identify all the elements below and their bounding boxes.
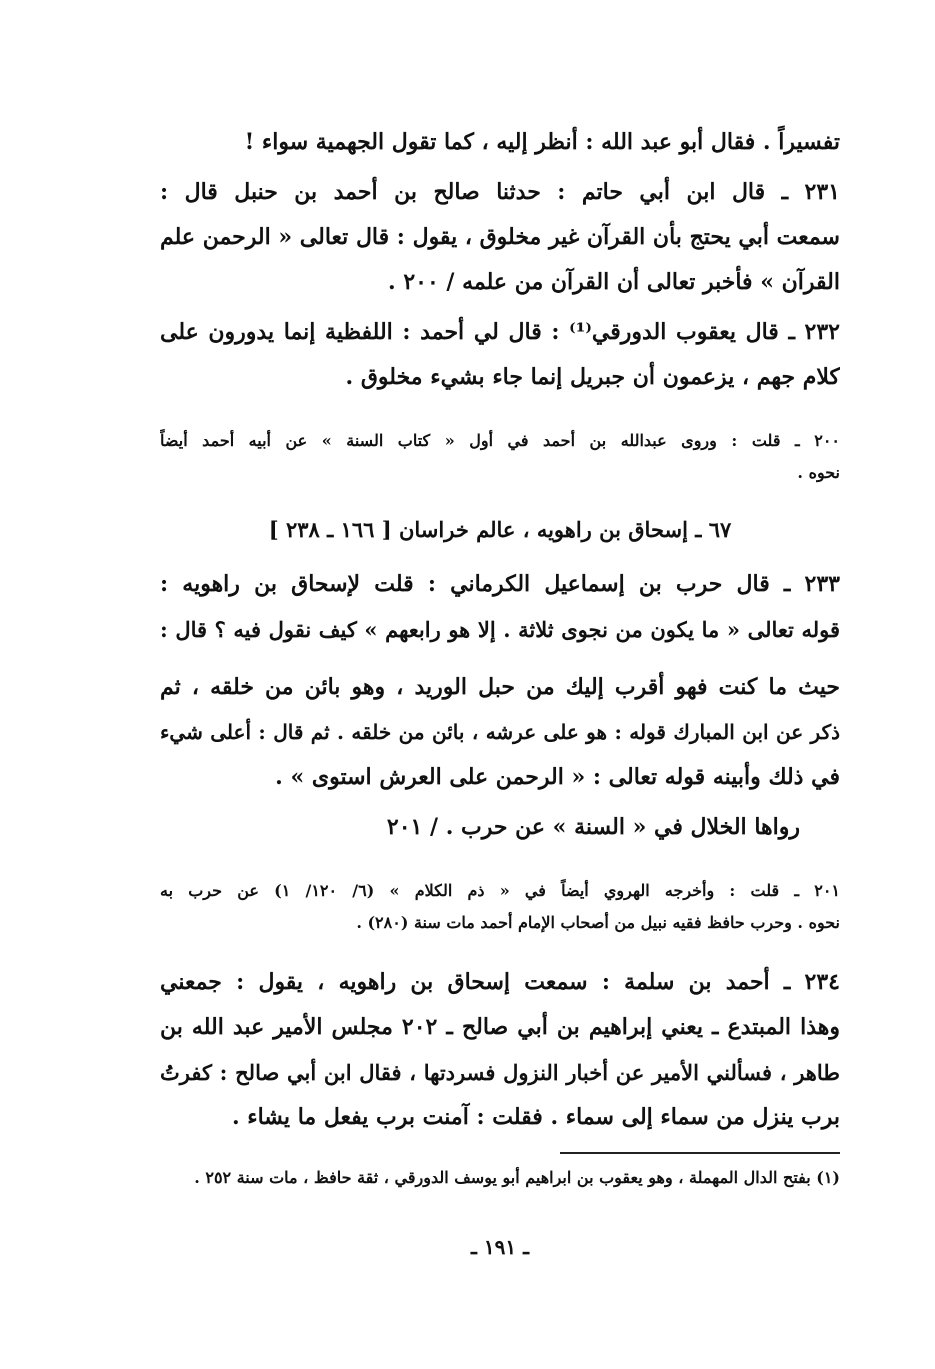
book-page (160, 100, 840, 1350)
paragraph-233-continuation (160, 665, 840, 800)
paragraph-continuation (160, 120, 840, 165)
text-line: وهذا المبتدع ـ يعني إبراهيم بن أبي صالح ـ ٢٠٢ مجلس الأمير عبد الله بن (160, 1014, 840, 1040)
paragraph-231 (160, 170, 840, 305)
section-heading-67: ٦٧ ـ إسحاق بن راهويه ، عالم خراسان [ ١٦٦ ـ ٢٣٨ ] (268, 517, 732, 542)
note-line: ٢٠١ ـ قلت : وأخرجه الهروي أيضاً في « ذم الكلام » (٦/ ١٢٠/ ١) عن حرب به (160, 881, 840, 900)
text-line: ٢٣٣ ـ قال حرب بن إسماعيل الكرماني : قلت لإسحاق بن راهويه : (160, 571, 840, 597)
footnote-line: (١) بفتح الدال المهملة ، وهو يعقوب بن ابراهيم أبو يوسف الدورقي ، ثقة حافظ ، مات سنة ٢٥٢ . (194, 1168, 840, 1187)
text-line: ذكر عن ابن المبارك قوله : هو على عرشه ، بائن من خلقه . ثم قال : أعلى شيء (160, 720, 840, 744)
text-line: طاهر ، فسألني الأمير عن أخبار النزول فسردتها ، فقال ابن أبي صالح : كفرتُ (160, 1060, 840, 1085)
footnote-separator (560, 1152, 840, 1154)
paragraph-233-source (160, 805, 840, 850)
text-line: ٢٣٤ ـ أحمد بن سلمة : سمعت إسحاق بن راهويه ، يقول : جمعني (160, 969, 840, 995)
note-line: نحوه . وحرب حافظ فقيه نبيل من أصحاب الإمام أحمد مات سنة (٢٨٠) . (356, 913, 840, 932)
note-line: نحوه . (797, 463, 840, 482)
paragraph-233 (160, 562, 840, 652)
paragraph-234 (160, 960, 840, 1140)
text-line: ٢٣٢ ـ قال يعقوب الدورقي⁽¹⁾ : قال لي أحمد : اللفظية إنما يدورون على (160, 319, 840, 345)
note-line: ٢٠٠ ـ قلت : وروى عبدالله بن أحمد في أول « كتاب السنة » عن أبيه أحمد أيضاً (160, 431, 840, 450)
text-line: تفسيراً . فقال أبو عبد الله : أنظر إليه ، كما تقول الجهمية سواء ! (244, 129, 840, 155)
page-number: ـ ١٩١ ـ (471, 1235, 529, 1259)
text-line: رواها الخلال في « السنة » عن حرب . / ٢٠١ (386, 814, 800, 840)
text-line: برب ينزل من سماء إلى سماء . فقلت : آمنت برب يفعل ما يشاء . (231, 1104, 840, 1130)
commentary-note-201 (160, 875, 840, 939)
paragraph-232 (160, 310, 840, 400)
text-line: القرآن » فأخبر تعالى أن القرآن من علمه / ٢٠٠ . (387, 269, 840, 295)
commentary-note-200 (160, 425, 840, 489)
footnote-1 (160, 1162, 840, 1194)
text-line: سمعت أبي يحتج بأن القرآن غير مخلوق ، يقول : قال تعالى « الرحمن علم (160, 224, 840, 250)
text-line: حيث ما كنت فهو أقرب إليك من حبل الوريد ، وهو بائن من خلقه ، ثم (160, 674, 840, 700)
text-line: قوله تعالى « ما يكون من نجوى ثلاثة . إلا هو رابعهم » كيف نقول فيه ؟ قال : (160, 617, 840, 642)
text-line: ٢٣١ ـ قال ابن أبي حاتم : حدثنا صالح بن أحمد بن حنبل قال : (160, 179, 840, 205)
text-line: كلام جهم ، يزعمون أن جبريل إنما جاء بشيء مخلوق . (345, 364, 840, 390)
text-line: في ذلك وأبينه قوله تعالى : « الرحمن على العرش استوى » . (275, 764, 840, 790)
